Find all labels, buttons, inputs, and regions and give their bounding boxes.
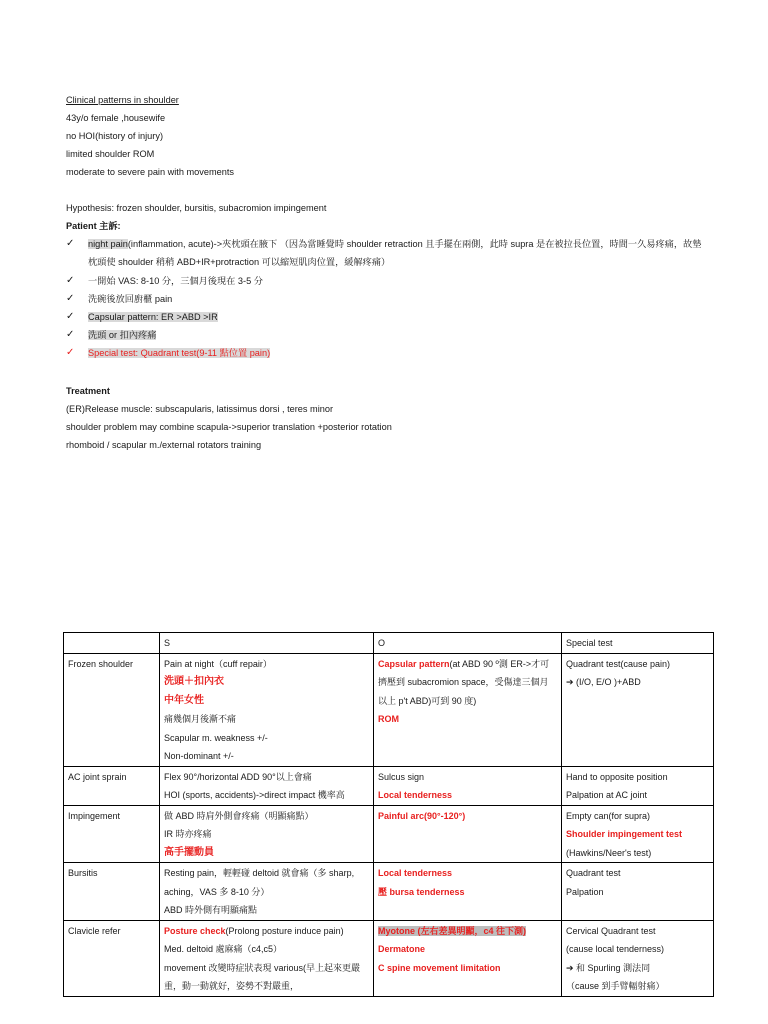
night-pain-label: night pain	[88, 239, 128, 249]
cell-line	[378, 922, 557, 941]
header-cell: O	[374, 633, 562, 654]
cell-line: HOI (sports, accidents)->direct impact 機率高	[164, 790, 345, 800]
cell-line: Quadrant test	[566, 868, 621, 878]
posture-check-red: Posture check	[164, 925, 226, 936]
special-test-text: Special test: Quadrant test(9-11 點位置 pain)	[88, 348, 271, 358]
hypothesis-line: Hypothesis: frozen shoulder, bursitis, subacromion impingement	[66, 203, 327, 213]
check-icon: ✓	[66, 293, 75, 304]
cell-line: Local tenderness	[378, 868, 453, 878]
check-icon: ✓	[66, 238, 75, 249]
special-test-cell	[562, 805, 714, 863]
special-test-cell	[562, 766, 714, 805]
cell-line: (cause local tenderness)	[566, 944, 665, 954]
cell-line: Scapular m. weakness +/-	[164, 732, 268, 743]
objective-cell	[374, 766, 562, 805]
capsular-pattern-red: Capsular pattern	[378, 658, 450, 669]
cell-line: Resting pain，輕輕碰 deltoid 就會痛（多 sharp, aching，VAS 多 8-10 分）	[164, 868, 355, 897]
cell-line: Med. deltoid 處麻痛（c4,c5）	[164, 944, 283, 954]
treatment-line: (ER)Release muscle: subscapularis, latissimus dorsi , teres minor	[66, 404, 334, 414]
subjective-cell	[160, 920, 374, 996]
subjective-cell	[160, 805, 374, 863]
patient-heading: Patient 主訴:	[66, 221, 121, 231]
capsular-pattern-text: Capsular pattern: ER >ABD >IR	[88, 312, 218, 322]
check-icon: ✓	[66, 275, 75, 286]
cell-line: 做 ABD 時肩外側會疼痛（明顯痛點）	[164, 810, 314, 821]
cell-line: 中年女性	[164, 694, 204, 706]
cell-line: Flex 90°/horizontal ADD 90°以上會痛	[164, 771, 312, 782]
night-pain-detail: (inflammation, acute)->夾枕頭在腋下 （因為當睡覺時 shoulder retraction 且手擺在兩側，此時 supra 是在被拉長位置，時間一久易疼痛，故墊枕頭使 shoulder 稍稍 ABD+IR+protraction 可以縮短肌肉位置，緩解疼痛）	[88, 239, 702, 267]
check-item-vas: 一開始 VAS: 8-10 分，三個月後現在 3-5 分	[88, 276, 263, 286]
special-test-cell	[562, 653, 714, 766]
check-icon: ✓	[66, 347, 75, 358]
cell-line: Dermatone	[378, 944, 426, 954]
cell-line	[164, 922, 369, 941]
check-item-night-pain	[88, 235, 708, 271]
row-label: Bursitis	[64, 863, 160, 921]
treatment-line: shoulder problem may combine scapula->superior translation +posterior rotation	[66, 422, 392, 432]
hoi-line: no HOI(history of injury)	[66, 131, 164, 141]
cell-line: Cervical Quadrant test	[566, 925, 656, 936]
table-row	[64, 920, 714, 996]
check-item-dish: 洗碗後放回廚櫃 pain	[88, 294, 173, 304]
cell-line: Painful arc(90°-120°)	[378, 810, 466, 821]
subjective-cell	[160, 766, 374, 805]
check-item-capsular	[88, 311, 218, 323]
posture-check-detail: (Prolong posture induce pain)	[225, 925, 344, 936]
wash-hair-text: 洗頭 or 扣內疼痛	[88, 330, 157, 340]
header-cell	[64, 633, 160, 654]
check-icon: ✓	[66, 311, 75, 322]
table-row	[64, 863, 714, 921]
cell-line: Pain at night（cuff repair）	[164, 658, 272, 669]
cell-line: ➔ (I/O, E/O )+ABD	[566, 677, 641, 687]
subjective-cell	[160, 653, 374, 766]
check-icon: ✓	[66, 329, 75, 340]
cell-line: C spine movement limitation	[378, 962, 501, 973]
cell-line: ABD 時外側有明顯痛點	[164, 905, 258, 915]
objective-cell	[374, 805, 562, 863]
cell-line: (Hawkins/Neer's test)	[566, 847, 652, 858]
cell-line: Sulcus sign	[378, 771, 425, 782]
cell-line: 壓 bursa tenderness	[378, 886, 465, 897]
table-row	[64, 805, 714, 863]
table-row	[64, 766, 714, 805]
cell-line: Local tenderness	[378, 790, 453, 800]
row-label: AC joint sprain	[64, 766, 160, 805]
header-cell: Special test	[562, 633, 714, 654]
subjective-cell	[160, 863, 374, 921]
treatment-line: rhomboid / scapular m./external rotators training	[66, 440, 262, 450]
capsular-pattern-detail: (at ABD 90 º測 ER->才可擠壓到 subacromion space，受傷達三個月以上 p't ABD)可到 90 度)	[378, 658, 550, 706]
rom-line: limited shoulder ROM	[66, 149, 155, 159]
patient-age-line: 43y/o female ,housewife	[66, 113, 166, 123]
myotone-text: Myotone (左右差異明顯，c4 往下測)	[378, 925, 527, 936]
row-label: Clavicle refer	[64, 920, 160, 996]
cell-line: Shoulder impingement test	[566, 829, 683, 839]
special-test-cell	[562, 863, 714, 921]
cell-line: Empty can(for supra)	[566, 810, 651, 821]
cell-line: （cause 到手臂輻射痛）	[566, 981, 665, 991]
objective-cell	[374, 863, 562, 921]
check-item-wash	[88, 329, 156, 341]
objective-cell	[374, 653, 562, 766]
cell-line: Palpation at AC joint	[566, 790, 648, 800]
cell-line: Palpation	[566, 886, 604, 897]
cell-line: 痛幾個月後漸不痛	[164, 714, 237, 724]
cell-line: ROM	[378, 714, 399, 724]
row-label: Impingement	[64, 805, 160, 863]
cell-line: Quadrant test(cause pain)	[566, 658, 671, 669]
cell-line: Non-dominant +/-	[164, 751, 234, 761]
cell-line	[378, 659, 549, 706]
cell-line: movement 改變時症狀表現 various(早上起來更嚴重，動一動就好，姿勢不對嚴重，	[164, 962, 361, 991]
notes-title: Clinical patterns in shoulder	[66, 95, 179, 105]
treatment-heading: Treatment	[66, 386, 110, 396]
cell-line: 洗頭＋扣內衣	[164, 676, 224, 687]
special-test-cell	[562, 920, 714, 996]
table-header-row	[64, 633, 714, 654]
objective-cell	[374, 920, 562, 996]
check-item-special-test	[88, 347, 270, 359]
row-label: Frozen shoulder	[64, 653, 160, 766]
table-row	[64, 653, 714, 766]
clinical-table	[63, 632, 714, 997]
cell-line: Hand to opposite position	[566, 771, 668, 782]
cell-line: 高手擺動員	[164, 846, 214, 858]
header-cell: S	[160, 633, 374, 654]
cell-line: IR 時亦疼痛	[164, 829, 212, 839]
pain-line: moderate to severe pain with movements	[66, 167, 235, 177]
cell-line: ➔ 和 Spurling 測法同	[566, 962, 651, 973]
